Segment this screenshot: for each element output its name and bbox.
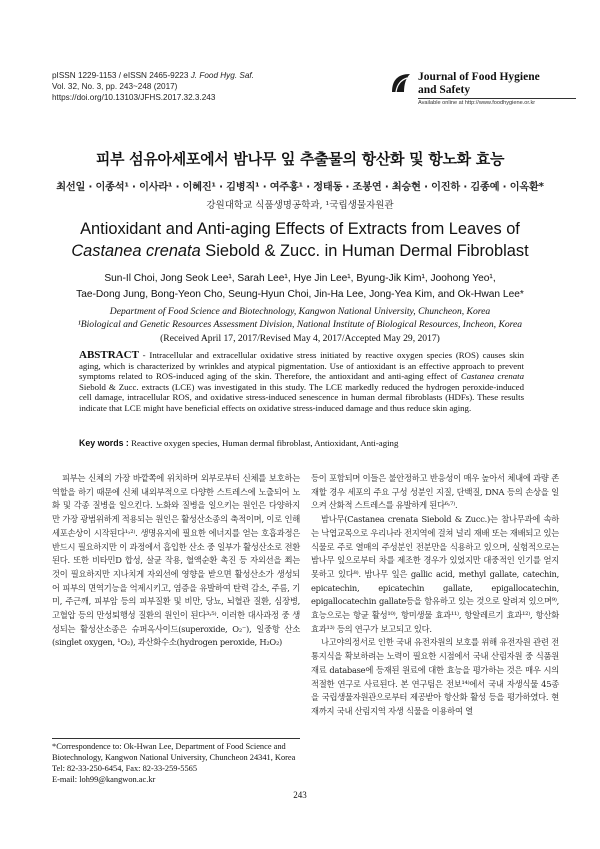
page-number: 243: [293, 790, 307, 800]
affiliation-english-line1: Department of Food Science and Biotechnology, Kangwon National University, Chuncheon, Korea: [109, 306, 491, 317]
title-korean: 피부 섬유아세포에서 밤나무 잎 추출물의 항산화 및 항노화 효능: [95, 150, 505, 168]
journal-logo: [388, 68, 578, 106]
journal-abbrev: J. Food Hyg. Saf.: [190, 71, 254, 80]
body-paragraph: 등이 포함되며 이들은 불안정하고 반응성이 매우 높아서 체내에 과량 존재할 경우 세포의 주요 구성 성분인 지질, 단백질, DNA 등의 손상을 일으켜 산화적 스트레스를 유발하게 된다⁶˒⁷⁾.: [311, 473, 559, 511]
affiliation-korean: 강원대학교 식품생명공학과, ¹국립생물자원관: [206, 200, 394, 211]
received-dates: (Received April 17, 2017/Revised May 4, 2017/Accepted May 29, 2017): [160, 333, 440, 344]
footnote-divider: [52, 738, 300, 739]
footnote-line2: Tel: 82-33-250-6454, Fax: 82-33-259-5565: [52, 764, 198, 773]
footnote-email[interactable]: E-mail: loh99@kangwon.ac.kr: [52, 775, 156, 784]
footnote-line1: *Correspondence to: Ok-Hwan Lee, Department of Food Science and Biotechnology, Kangwon National University, Chuncheon 24341, Korea: [52, 742, 296, 762]
abstract-species: Castanea crenata: [460, 371, 525, 382]
logo-title-line2: and Safety: [418, 84, 471, 96]
logo-title-line1: Journal of Food Hygiene: [418, 71, 540, 83]
abstract: [79, 350, 524, 414]
affiliation-english: [30, 306, 570, 331]
abstract-text-part2: Siebold & Zucc. extracts (LCE) was investigated in this study. The LCE markedly reduced the hydrogen peroxide-induced cell damage, intracellular ROS, and oxidative stress-induced senescence in human dermal fibroblasts (HDFs). These results indicate that LCE might have beneficial effects on oxidative stress-induced damage and thus reduce skin aging.: [79, 381, 524, 413]
volume-text: Vol. 32, No. 3, pp. 243~248 (2017): [52, 82, 178, 91]
affiliation-english-line2: ¹Biological and Genetic Resources Assessment Division, National Institute of Biological Resources, Incheon, Korea: [77, 318, 523, 330]
body-column-left: [52, 472, 300, 650]
authors-english: [40, 271, 560, 303]
abstract-label: ABSTRACT: [79, 349, 139, 361]
authors-english-line1: Sun-Il Choi, Jong Seok Lee¹, Sarah Lee¹, Hye Jin Lee¹, Byung-Jik Kim¹, Joohong Yeo¹,: [104, 273, 496, 284]
body-paragraph: 피부는 신체의 가장 바깥쪽에 위치하며 외부로부터 신체를 보호하는 역할을 하기 때문에 신체 내외부적으로 다양한 스트레스에 노출되어 노화 및 각종 질병을 일으킨다. 노화와 질병을 일으키는 원인은 다양하지만 가장 광범위하게 적용되는 원인은 활성산소종의 축적이며, 이로 인해 세포손상이 시작된다¹˒²⁾. 생명유지에 필요한 에너지를 얻는 호흡과정은 반드시 필요하지만 이 과정에서 흡입한 산소 중 일부가 활성산소로 전환된다. 또한 비타민D 합성, 살균 작용, 혈액순환 촉진 등 자외선을 쬐는 것이 필요하지만 지나치게 자외선에 영향을 받으면 활성산소가 생성되어 피부의 면역기능을 억제시키고, 염증을 유발하여 탄력 감소, 주름, 기미, 주근깨, 피부암 등의 피부질환 및 비만, 당뇨, 뇌혈관 질환, 심장병, 고혈압 등의 만성퇴행성 질환의 원인이 된다³˒⁵⁾. 이러한 대사과정 중 생성되는 활성산소종은 슈퍼옥사이드(superoxide, O₂⁻), 일중항 산소 (singlet oxygen, ¹O₂), 과산화수소(hydrogen peroxide, H₂O₂): [52, 473, 300, 648]
logo-url[interactable]: Available online at http://www.foodhygiene.or.kr: [418, 100, 536, 106]
title-english: [0, 218, 600, 262]
keywords: [79, 438, 524, 448]
logo-divider: [418, 98, 576, 99]
authors-english-line2: Tae-Dong Jung, Bong-Yeon Cho, Seung-Hyun Choi, Jin-Ha Lee, Jong-Yea Kim, and Ok-Hwan Lee*: [76, 289, 524, 300]
correspondence-footnote: [52, 741, 302, 785]
body-paragraph: 나고야의정서로 인한 국내 유전자원의 보호를 위해 유전자원 관련 전통지식을 확보하려는 노력이 필요한 시점에서 국내 산림자원 중 식품원재료 database에 등재된 원료에 대한 효능을 평가하는 것은 매우 시의적절한 연구로 사료된다. 본 연구팀은 전보¹⁴⁾에서 국내 자생식물 45종을 국립생물자원관으로부터 제공받아 항산화 활성 등을 평가하였다. 현재까지 국내 산림지역 자생 식물을 이용하여 열: [311, 637, 559, 716]
abstract-text-part1: - Intracellular and extracellular oxidative stress initiated by reactive oxygen species (ROS) causes skin aging, which is characterized by wrinkles and atypical pigmentation. Use of antioxidant is an effective approach to prevent symptoms related to ROS-induced aging of the skin. Therefore, the antioxidant and anti-aging effect of: [79, 350, 524, 382]
doi-link[interactable]: https://doi.org/10.13103/JFHS.2017.32.3.243: [52, 93, 216, 102]
body-paragraph: 밤나무(Castanea crenata Siebold & Zucc.)는 참나무과에 속하는 낙엽교목으로 우리나라 전지역에 걸쳐 널리 재배 또는 재배되고 있는 식물로 주로 열매의 주성분인 전분만을 식용하고 있으며, 실험적으로는 밤나무 잎으로부터 차를 제조한 경우가 있었지만 대중적인 인기를 얻지 못하고 있다⁸⁾. 밤나무 잎은 gallic acid, methyl gallate, catechin, epicatechin, epicatechin gallate, epigallocatechin, epigallocatechin gallate등을 함유하고 있는 것으로 알려져 있으며⁹⁾, 효능으로는 항균 활성¹⁰⁾, 항미생물 효과¹¹⁾, 항알레르기 효과¹²⁾, 항산화 효과¹³⁾ 등의 연구가 보고되고 있다.: [311, 514, 559, 634]
title-english-line2: [0, 240, 600, 262]
authors-korean: 최선일 · 이종석¹ · 이사라¹ · 이혜진¹ · 김병직¹ · 여주홍¹ · 정태동 · 조봉연 · 최승현 · 이진하 · 김종예 · 이옥환*: [56, 182, 544, 193]
journal-header: [52, 70, 254, 103]
body-column-right: [311, 472, 559, 719]
title-english-line2-rest: Siebold & Zucc. in Human Dermal Fibroblast: [200, 242, 529, 260]
keywords-label: Key words :: [79, 438, 129, 448]
title-english-line1: Antioxidant and Anti-aging Effects of Extracts from Leaves of: [80, 220, 520, 238]
keywords-text: Reactive oxygen species, Human dermal fibroblast, Antioxidant, Anti-aging: [128, 438, 399, 448]
journal-emblem-icon: [388, 70, 414, 96]
species-name: Castanea crenata: [71, 242, 201, 260]
issn-text: pISSN 1229-1153 / eISSN 2465-9223: [52, 71, 189, 80]
